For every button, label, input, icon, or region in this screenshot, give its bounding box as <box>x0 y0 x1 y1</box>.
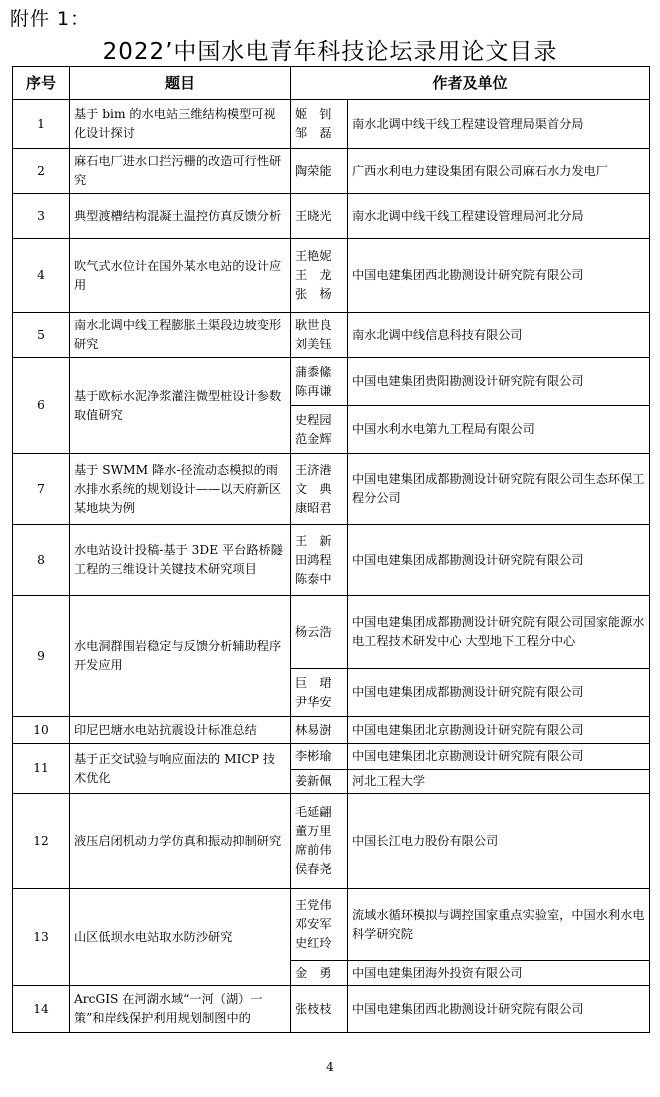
author-name: 王晓光 <box>295 208 332 223</box>
row-number: 3 <box>13 194 70 239</box>
author-name: 金 勇 <box>295 965 332 980</box>
row-number: 8 <box>13 525 70 596</box>
paper-title: 麻石电厂进水口拦污栅的改造可行性研究 <box>70 149 291 194</box>
paper-title: 山区低坝水电站取水防沙研究 <box>70 889 291 986</box>
affiliation: 中国电建集团海外投资有限公司 <box>348 961 650 986</box>
author-name: 毛延翩 <box>295 805 332 819</box>
author-cell <box>291 889 348 961</box>
author-name: 史红玲 <box>295 936 332 950</box>
affiliation: 南水北调中线信息科技有限公司 <box>348 313 650 358</box>
table-row <box>13 239 650 313</box>
table-row <box>13 794 650 889</box>
author-name: 张 杨 <box>295 287 332 301</box>
paper-title: 基于欧标水泥净浆灌注微型桩设计参数取值研究 <box>70 358 291 454</box>
affiliation: 中国电建集团成都勘测设计研究院有限公司 <box>348 525 650 596</box>
paper-title: 水电站设计投稿-基于 3DE 平台路桥隧工程的三维设计关键技术研究项目 <box>70 525 291 596</box>
table-row <box>13 986 650 1033</box>
row-number: 1 <box>13 100 70 149</box>
author-cell <box>291 525 348 596</box>
author-name: 董万里 <box>295 824 332 838</box>
affiliation: 中国水利水电第九工程局有限公司 <box>348 406 650 454</box>
affiliation: 河北工程大学 <box>348 770 650 794</box>
author-cell <box>291 313 348 358</box>
author-name: 田鸿程 <box>295 552 332 567</box>
table-header-row <box>13 67 650 100</box>
header-seq: 序号 <box>13 67 70 100</box>
author-cell <box>291 194 348 239</box>
document-title: 2022’中国水电青年科技论坛录用论文目录 <box>102 39 558 65</box>
author-cell <box>291 717 348 744</box>
table-row <box>13 454 650 525</box>
author-cell <box>291 744 348 770</box>
author-cell <box>291 986 348 1033</box>
affiliation: 中国电建集团北京勘测设计研究院有限公司 <box>348 717 650 744</box>
paper-title: 液压启闭机动力学仿真和振动抑制研究 <box>70 794 291 889</box>
affiliation: 中国电建集团西北勘测设计研究院有限公司 <box>348 239 650 313</box>
row-number: 9 <box>13 596 70 717</box>
paper-title: 吹气式水位计在国外某水电站的设计应用 <box>70 239 291 313</box>
author-name: 尹华安 <box>295 694 332 709</box>
paper-title: ArcGIS 在河湖水域“一河（湖）一策”和岸线保护利用规划制图中的 <box>70 986 291 1033</box>
table-row <box>13 525 650 596</box>
author-name: 王济港 <box>295 462 332 477</box>
affiliation: 南水北调中线干线工程建设管理局渠首分局 <box>348 100 650 149</box>
table-row <box>13 194 650 239</box>
author-cell <box>291 454 348 525</box>
page-number: 4 <box>326 1060 334 1074</box>
paper-title: 基于 bim 的水电站三维结构模型可视化设计探讨 <box>70 100 291 149</box>
author-name: 陈再谦 <box>295 383 332 398</box>
affiliation: 中国电建集团北京勘测设计研究院有限公司 <box>348 744 650 770</box>
affiliation: 流域水循环模拟与调控国家重点实验室，中国水利水电科学研究院 <box>348 889 650 961</box>
row-number: 14 <box>13 986 70 1033</box>
author-cell <box>291 149 348 194</box>
paper-title: 水电洞群围岩稳定与反馈分析辅助程序开发应用 <box>70 596 291 717</box>
author-cell <box>291 669 348 717</box>
paper-title: 印尼巴塘水电站抗震设计标准总结 <box>70 717 291 744</box>
author-name: 王 新 <box>295 533 332 548</box>
affiliation: 广西水利电力建设集团有限公司麻石水力发电厂 <box>348 149 650 194</box>
table-row <box>13 596 650 669</box>
header-title: 题目 <box>70 67 291 100</box>
author-name: 席前伟 <box>295 843 332 857</box>
row-number: 5 <box>13 313 70 358</box>
author-cell <box>291 358 348 406</box>
author-name: 陶荣能 <box>295 163 332 178</box>
table-body <box>13 100 650 1033</box>
author-name: 王 龙 <box>295 268 332 282</box>
table-row <box>13 313 650 358</box>
author-name: 巨 珺 <box>295 675 332 690</box>
row-number: 13 <box>13 889 70 986</box>
author-name: 刘美钰 <box>295 337 332 351</box>
author-name: 耿世良 <box>295 318 332 332</box>
author-name: 王党伟 <box>295 898 332 912</box>
row-number: 6 <box>13 358 70 454</box>
paper-title: 南水北调中线工程膨胀土渠段边坡变形研究 <box>70 313 291 358</box>
affiliation: 南水北调中线干线工程建设管理局河北分局 <box>348 194 650 239</box>
affiliation: 中国电建集团西北勘测设计研究院有限公司 <box>348 986 650 1033</box>
affiliation: 中国电建集团成都勘测设计研究院有限公司 <box>348 669 650 717</box>
paper-list-table <box>12 66 650 1033</box>
affiliation: 中国电建集团贵阳勘测设计研究院有限公司 <box>348 358 650 406</box>
attachment-label: 附件 1： <box>10 8 91 30</box>
author-cell <box>291 961 348 986</box>
author-name: 陈泰中 <box>295 571 332 586</box>
row-number: 7 <box>13 454 70 525</box>
author-name: 李彬瑜 <box>295 749 332 763</box>
author-cell <box>291 596 348 669</box>
author-name: 杨云浩 <box>295 624 332 639</box>
author-name: 林易澍 <box>295 722 332 737</box>
affiliation: 中国电建集团成都勘测设计研究院有限公司国家能源水电工程技术研发中心 大型地下工程分中心 <box>348 596 650 669</box>
table-row <box>13 889 650 961</box>
table-row <box>13 717 650 744</box>
author-name: 张枝枝 <box>295 1001 332 1016</box>
table-row <box>13 100 650 149</box>
row-number: 10 <box>13 717 70 744</box>
paper-title: 基于正交试验与响应面法的 MICP 技术优化 <box>70 744 291 794</box>
author-name: 邓安军 <box>295 917 332 931</box>
author-name: 康昭君 <box>295 500 332 515</box>
author-name: 姜新佩 <box>295 774 332 788</box>
author-name: 王艳妮 <box>295 249 332 263</box>
row-number: 4 <box>13 239 70 313</box>
row-number: 2 <box>13 149 70 194</box>
table-row <box>13 149 650 194</box>
author-name: 蒲黍絛 <box>295 364 332 379</box>
author-name: 文 典 <box>295 481 332 496</box>
author-cell <box>291 794 348 889</box>
paper-title: 典型渡槽结构混凝土温控仿真反馈分析 <box>70 194 291 239</box>
paper-title: 基于 SWMM 降水-径流动态模拟的雨水排水系统的规划设计——以天府新区某地块为例 <box>70 454 291 525</box>
author-cell <box>291 239 348 313</box>
row-number: 11 <box>13 744 70 794</box>
header-authors-unit: 作者及单位 <box>291 67 650 100</box>
author-name: 范金辉 <box>295 431 332 446</box>
author-cell <box>291 770 348 794</box>
table-row <box>13 358 650 406</box>
table-row <box>13 744 650 770</box>
row-number: 12 <box>13 794 70 889</box>
author-name: 史程园 <box>295 412 332 427</box>
author-cell <box>291 100 348 149</box>
author-name: 侯春尧 <box>295 862 332 876</box>
author-name: 邹 磊 <box>295 126 332 140</box>
affiliation: 中国电建集团成都勘测设计研究院有限公司生态环保工程分公司 <box>348 454 650 525</box>
affiliation: 中国长江电力股份有限公司 <box>348 794 650 889</box>
author-name: 姬 钊 <box>295 107 332 121</box>
author-cell <box>291 406 348 454</box>
